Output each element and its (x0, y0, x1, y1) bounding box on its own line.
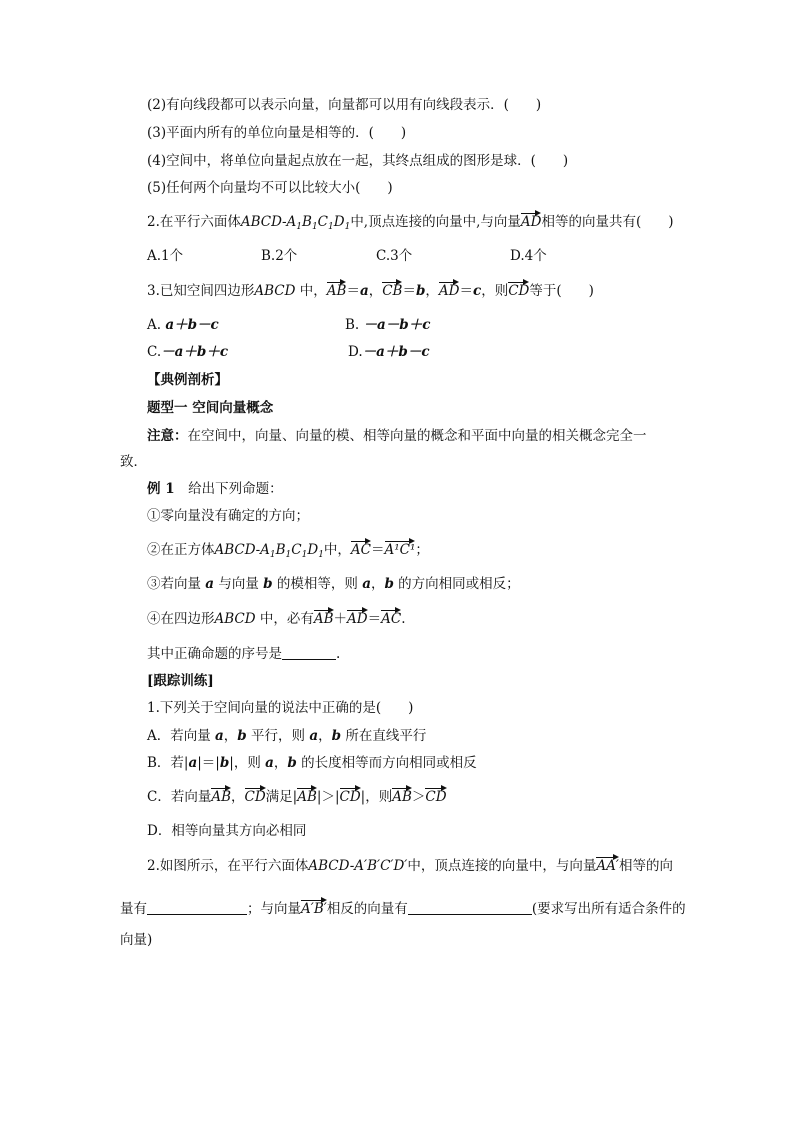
proposition-3: ③若向量 a 与向量 b 的模相等，则 a，b 的方向相同或相反； (147, 576, 520, 592)
proposition-2: ②在正方体ABCD-$A_1B_1C_1D_1$中，AC＝A¹C¹； (147, 542, 429, 560)
vector-AD: AD (438, 283, 460, 299)
practice-question-2-line-2: 量有 ；与向量A′B′相反的向量有 (要求写出所有适合条件的 (120, 901, 686, 917)
vector-CD: CD (425, 789, 447, 805)
topic-title: 题型一 空间向量概念 (147, 400, 274, 416)
option-C: C.－a＋b＋c (147, 344, 229, 360)
option-A: A．若向量 a，b 平行，则 a，b 所在直线平行 (147, 728, 427, 744)
section-heading: 【典例剖析】 (147, 372, 228, 388)
vector-AB: AB (211, 789, 232, 805)
problem-3-options-row2 (147, 343, 567, 361)
vector-AB: AB (313, 611, 334, 627)
option-D: D.4个 (510, 248, 547, 264)
vector-AC: AC (381, 611, 402, 627)
vector-AD: AD (520, 214, 542, 230)
vector-AA-prime: AA′ (596, 858, 619, 874)
answer-blank[interactable] (282, 645, 336, 660)
option-C: C.3个 (376, 248, 413, 264)
question-4: (4)空间中，将单位向量起点放在一起，其终点组成的图形是球．( ) (147, 153, 569, 169)
vector-A1C1: A¹C¹ (384, 542, 416, 558)
option-B: B.2个 (261, 248, 298, 264)
vector-AB: AB (326, 283, 347, 299)
option-C: C．若向量AB，CD满足|AB|＞|CD|，则AB＞CD (147, 789, 447, 805)
vector-AC: AC (350, 542, 372, 558)
answer-prompt: 其中正确命题的序号是 . (147, 646, 341, 662)
vector-AB: AB (297, 789, 317, 805)
practice-question-2-line-3: 向量) (120, 932, 153, 948)
proposition-4: ④在四边形ABCD 中，必有AB＋AD＝AC. (147, 611, 406, 627)
option-D: D．相等向量其方向必相同 (147, 823, 307, 839)
vector-AB: AB (392, 789, 412, 805)
answer-blank-opposite[interactable] (408, 900, 532, 915)
proposition-1: ①零向量没有确定的方向； (147, 508, 309, 524)
practice-heading: [跟踪训练] (147, 673, 214, 689)
option-B: B．若|a|＝|b|，则 a，b 的长度相等而方向相同或相反 (147, 755, 477, 771)
problem-2: 2.在平行六面体ABCD-$A_1B_1C_1D_1$中,顶点连接的向量中,与向量AD相等的向量共有( ) (147, 214, 674, 232)
option-A: A.1个 (147, 248, 184, 264)
problem-3-options-row1 (147, 316, 567, 334)
answer-blank-equal[interactable] (147, 900, 247, 915)
vector-AD: AD (347, 611, 368, 627)
option-B: B. －a－b＋c (345, 317, 431, 333)
note-line-1: 注意：在空间中，向量、向量的模、相等向量的概念和平面中向量的相关概念完全一 (147, 428, 647, 444)
note-line-2: 致． (120, 454, 147, 470)
vector-CD: CD (244, 789, 266, 805)
vector-CD: CD (508, 283, 530, 299)
question-2: (2)有向线段都可以表示向量，向量都可以用有向线段表示．( ) (147, 97, 542, 113)
example-1: 例 1 给出下列命题： (147, 481, 283, 497)
option-D: D.－a＋b－c (348, 344, 430, 360)
problem-3: 3.已知空间四边形ABCD 中，AB＝a，CB＝b，AD＝c，则CD等于( ) (147, 283, 594, 299)
vector-A-prime-B-prime: A′B′ (301, 901, 327, 917)
practice-question-1: 1.下列关于空间向量的说法中正确的是( ) (147, 700, 414, 716)
vector-CB: CB (382, 283, 403, 299)
option-A: A. a＋b－c (147, 317, 219, 333)
question-5: (5)任何两个向量均不可以比较大小( ) (147, 180, 393, 196)
practice-question-2-line-1: 2.如图所示，在平行六面体ABCD-A′B′C′D′中，顶点连接的向量中，与向量AA′相等的向 (147, 858, 673, 874)
vector-CD: CD (339, 789, 361, 805)
problem-2-options (147, 247, 667, 265)
question-3: (3)平面内所有的单位向量是相等的．( ) (147, 125, 407, 141)
